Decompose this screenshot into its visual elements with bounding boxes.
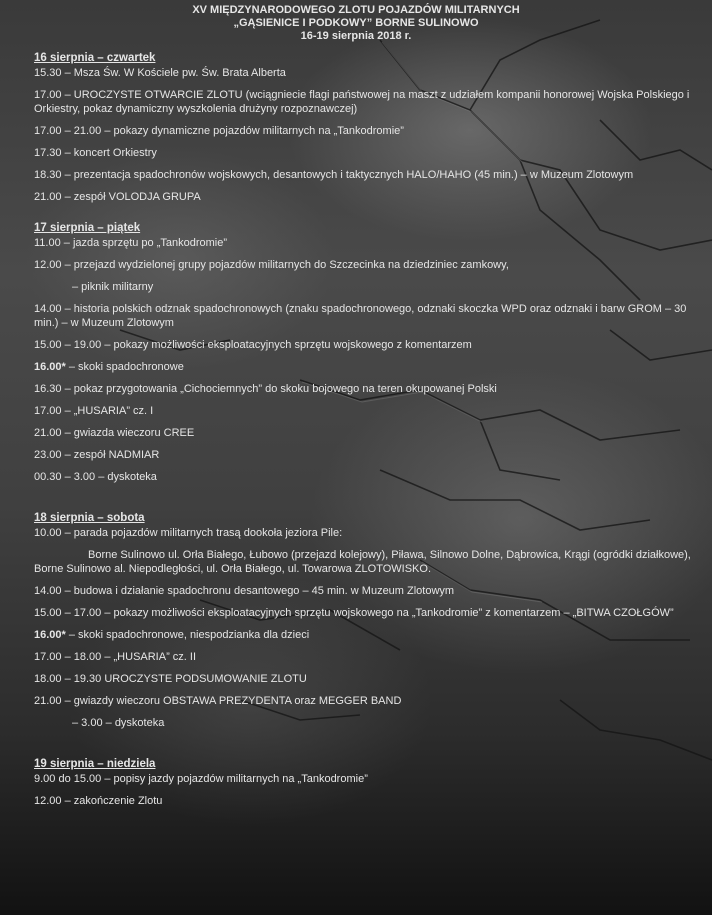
day-heading-friday: 17 sierpnia – piątek <box>34 222 141 234</box>
schedule-entry: 17.30 – koncert Orkiestry <box>34 147 157 159</box>
schedule-entry: 14.00 – historia polskich odznak spadochronowych (znaku spadochronowego, odznaki skoczka WPD oraz odznaki i barw GROM – 30 min.) – w Muzeum Zlotowym <box>34 303 687 329</box>
day-heading-thursday: 16 sierpnia – czwartek <box>34 52 156 64</box>
schedule-entry: 21.00 – gwiazda wieczoru CREE <box>34 427 195 439</box>
schedule-entry: 15.30 – Msza Św. W Kościele pw. Św. Brata Alberta <box>34 67 286 79</box>
schedule-entry: 16.30 – pokaz przygotowania „Cichociemnych” do skoku bojowego na teren okupowanej Polski <box>34 383 497 395</box>
header-date-line: 16-19 sierpnia 2018 r. <box>300 30 412 42</box>
schedule-entry <box>34 360 694 374</box>
day-heading-saturday: 18 sierpnia – sobota <box>34 512 145 524</box>
schedule-entry: 23.00 – zespół NADMIAR <box>34 449 160 461</box>
program-header <box>0 4 712 43</box>
schedule-entry: 17.00 – 18.00 – „HUSARIA” cz. II <box>34 651 197 663</box>
schedule-entry: 11.00 – jazda sprzętu po „Tankodromie” <box>34 237 228 249</box>
schedule-time-bold: 16.00* <box>34 629 66 641</box>
parade-route: Borne Sulinowo ul. Orła Białego, Łubowo (przejazd kolejowy), Piława, Silnowo Dolne, Dąbrowica, Krągi (ogródki działkowe), Borne Sulinowo al. Niepodległości, ul. Orła Białego, ul. Towarowa ZLOTOWISKO. <box>34 549 691 575</box>
day-heading-sunday: 19 sierpnia – niedziela <box>34 758 156 770</box>
schedule-entry: 15.00 – 19.00 – pokazy możliwości eksploatacyjnych sprzętu wojskowego z komentarzem <box>34 339 472 351</box>
schedule-time-bold: 16.00* <box>34 361 66 373</box>
schedule-entry: 17.00 – 21.00 – pokazy dynamiczne pojazdów militarnych na „Tankodromie” <box>34 125 404 137</box>
schedule-entry: – piknik militarny <box>72 281 154 293</box>
program-document <box>34 0 694 816</box>
schedule-entry-text: – skoki spadochronowe, niespodzianka dla dzieci <box>65 629 310 641</box>
schedule-entry: 00.30 – 3.00 – dyskoteka <box>34 471 157 483</box>
schedule-entry <box>34 628 694 642</box>
schedule-entry: 14.00 – budowa i działanie spadochronu desantowego – 45 min. w Muzeum Zlotowym <box>34 585 455 597</box>
schedule-entry: 15.00 – 17.00 – pokazy możliwości eksploatacyjnych sprzętu wojskowego na „Tankodromie” z komentarzem – „BITWA CZOŁGÓW” <box>34 607 674 619</box>
header-title-line: XV MIĘDZYNARODOWEGO ZLOTU POJAZDÓW MILITARNYCH <box>192 4 520 16</box>
header-subtitle-line: „GĄSIENICE I PODKOWY” BORNE SULINOWO <box>233 17 479 29</box>
schedule-entry: 18.00 – 19.30 UROCZYSTE PODSUMOWANIE ZLOTU <box>34 673 307 685</box>
schedule-entry: 12.00 – zakończenie Zlotu <box>34 795 163 807</box>
schedule-entry: 17.00 – UROCZYSTE OTWARCIE ZLOTU (wciągniecie flagi państwowej na maszt z udziałem kompanii honorowej Wojska Polskiego i Orkiestry, pokaz dynamiczny wyszkolenia drużyny rozpoznawczej) <box>34 89 690 115</box>
schedule-entry: 12.00 – przejazd wydzielonej grupy pojazdów militarnych do Szczecinka na dziedziniec zamkowy, <box>34 259 509 271</box>
schedule-entry: 17.00 – „HUSARIA” cz. I <box>34 405 154 417</box>
schedule-entry: 21.00 – zespół VOLODJA GRUPA <box>34 191 201 203</box>
schedule-entry: 10.00 – parada pojazdów militarnych trasą dookoła jeziora Pile: <box>34 527 343 539</box>
schedule-entry-text: – skoki spadochronowe <box>65 361 184 373</box>
schedule-entry: – 3.00 – dyskoteka <box>72 717 165 729</box>
schedule-entry: 9.00 do 15.00 – popisy jazdy pojazdów militarnych na „Tankodromie” <box>34 773 368 785</box>
schedule-entry: 21.00 – gwiazdy wieczoru OBSTAWA PREZYDENTA oraz MEGGER BAND <box>34 695 402 707</box>
schedule-entry: 18.30 – prezentacja spadochronów wojskowych, desantowych i taktycznych HALO/HAHO (45 min.) – w Muzeum Zlotowym <box>34 169 634 181</box>
